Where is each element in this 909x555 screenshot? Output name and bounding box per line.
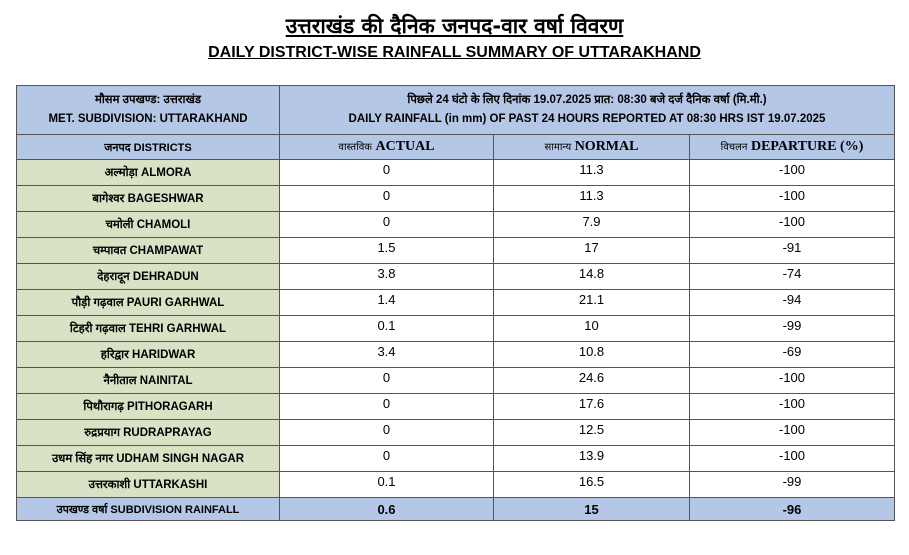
table-row — [17, 212, 895, 238]
actual-header-english: ACTUAL — [375, 139, 435, 154]
table-header-row — [17, 86, 895, 135]
actual-cell: 0 — [280, 394, 494, 420]
normal-cell: 10.8 — [494, 342, 690, 368]
district-cell: चम्पावत CHAMPAWAT — [17, 238, 280, 264]
normal-column-header — [494, 135, 690, 160]
district-cell: रुद्रप्रयाग RUDRAPRAYAG — [17, 420, 280, 446]
normal-cell: 10 — [494, 316, 690, 342]
table-row — [17, 186, 895, 212]
district-cell: पौड़ी गढ़वाल PAURI GARHWAL — [17, 290, 280, 316]
normal-cell: 17.6 — [494, 394, 690, 420]
subdivision-total-row — [17, 498, 895, 521]
table-row — [17, 316, 895, 342]
district-cell: पिथौरागढ़ PITHORAGARH — [17, 394, 280, 420]
departure-cell: -100 — [690, 160, 895, 186]
district-cell: देहरादून DEHRADUN — [17, 264, 280, 290]
table-row — [17, 394, 895, 420]
actual-cell: 0 — [280, 186, 494, 212]
actual-cell: 0.1 — [280, 316, 494, 342]
table-row — [17, 238, 895, 264]
actual-cell: 0 — [280, 446, 494, 472]
actual-header-hindi: वास्तविक — [338, 142, 372, 153]
column-header-row — [17, 135, 895, 160]
page-title-hindi: उत्तराखंड की दैनिक जनपद-वार वर्षा विवरण — [285, 14, 624, 38]
actual-cell: 3.4 — [280, 342, 494, 368]
actual-cell: 0 — [280, 368, 494, 394]
departure-cell: -74 — [690, 264, 895, 290]
page-title-english: DAILY DISTRICT-WISE RAINFALL SUMMARY OF UTTARAKHAND — [208, 44, 701, 61]
table-row — [17, 420, 895, 446]
districts-column-header: जनपद DISTRICTS — [17, 135, 280, 160]
departure-cell: -100 — [690, 212, 895, 238]
departure-header-english: DEPARTURE (%) — [750, 139, 864, 154]
normal-cell: 24.6 — [494, 368, 690, 394]
table-row — [17, 160, 895, 186]
district-cell: हरिद्वार HARIDWAR — [17, 342, 280, 368]
normal-cell: 17 — [494, 238, 690, 264]
actual-cell: 1.4 — [280, 290, 494, 316]
normal-cell: 11.3 — [494, 160, 690, 186]
departure-cell: -100 — [690, 186, 895, 212]
district-cell: उधम सिंह नगर UDHAM SINGH NAGAR — [17, 446, 280, 472]
departure-cell: -100 — [690, 368, 895, 394]
departure-cell: -100 — [690, 420, 895, 446]
rainfall-period-english: DAILY RAINFALL (in mm) OF PAST 24 HOURS REPORTED AT 08:30 HRS IST 19.07.2025 — [348, 113, 826, 125]
table-row — [17, 264, 895, 290]
total-actual: 0.6 — [280, 498, 494, 521]
actual-cell: 3.8 — [280, 264, 494, 290]
table-row — [17, 472, 895, 498]
departure-cell: -100 — [690, 394, 895, 420]
district-cell: चमोली CHAMOLI — [17, 212, 280, 238]
district-cell: टिहरी गढ़वाल TEHRI GARHWAL — [17, 316, 280, 342]
departure-cell: -99 — [690, 316, 895, 342]
normal-cell: 21.1 — [494, 290, 690, 316]
actual-cell: 1.5 — [280, 238, 494, 264]
normal-cell: 11.3 — [494, 186, 690, 212]
normal-cell: 16.5 — [494, 472, 690, 498]
normal-cell: 12.5 — [494, 420, 690, 446]
actual-cell: 0 — [280, 212, 494, 238]
district-cell: उत्तरकाशी UTTARKASHI — [17, 472, 280, 498]
normal-cell: 7.9 — [494, 212, 690, 238]
district-cell: नैनीताल NAINITAL — [17, 368, 280, 394]
table-row — [17, 446, 895, 472]
table-row — [17, 342, 895, 368]
subdivision-hindi: मौसम उपखण्ड: उत्तराखंड — [94, 94, 202, 106]
total-departure: -96 — [690, 498, 895, 521]
table-row — [17, 368, 895, 394]
rainfall-table — [16, 85, 895, 521]
normal-header-hindi: सामान्य — [544, 142, 572, 153]
departure-cell: -69 — [690, 342, 895, 368]
actual-cell: 0.1 — [280, 472, 494, 498]
district-cell: बागेश्वर BAGESHWAR — [17, 186, 280, 212]
normal-cell: 13.9 — [494, 446, 690, 472]
total-normal: 15 — [494, 498, 690, 521]
departure-cell: -91 — [690, 238, 895, 264]
table-row — [17, 290, 895, 316]
departure-column-header — [690, 135, 895, 160]
subdivision-header — [17, 86, 280, 135]
actual-cell: 0 — [280, 420, 494, 446]
actual-column-header — [280, 135, 494, 160]
total-label: उपखण्ड वर्षा SUBDIVISION RAINFALL — [17, 498, 280, 521]
departure-cell: -94 — [690, 290, 895, 316]
normal-header-english: NORMAL — [574, 139, 639, 154]
actual-cell: 0 — [280, 160, 494, 186]
normal-cell: 14.8 — [494, 264, 690, 290]
district-cell: अल्मोड़ा ALMORA — [17, 160, 280, 186]
departure-cell: -99 — [690, 472, 895, 498]
subdivision-english: MET. SUBDIVISION: UTTARAKHAND — [48, 113, 248, 125]
rainfall-period-header — [280, 86, 895, 135]
departure-header-hindi: विचलन — [720, 142, 748, 153]
departure-cell: -100 — [690, 446, 895, 472]
rainfall-period-hindi: पिछले 24 घंटो के लिए दिनांक 19.07.2025 प्रात: 08:30 बजे दर्ज दैनिक वर्षा (मि.मी.) — [407, 94, 767, 106]
